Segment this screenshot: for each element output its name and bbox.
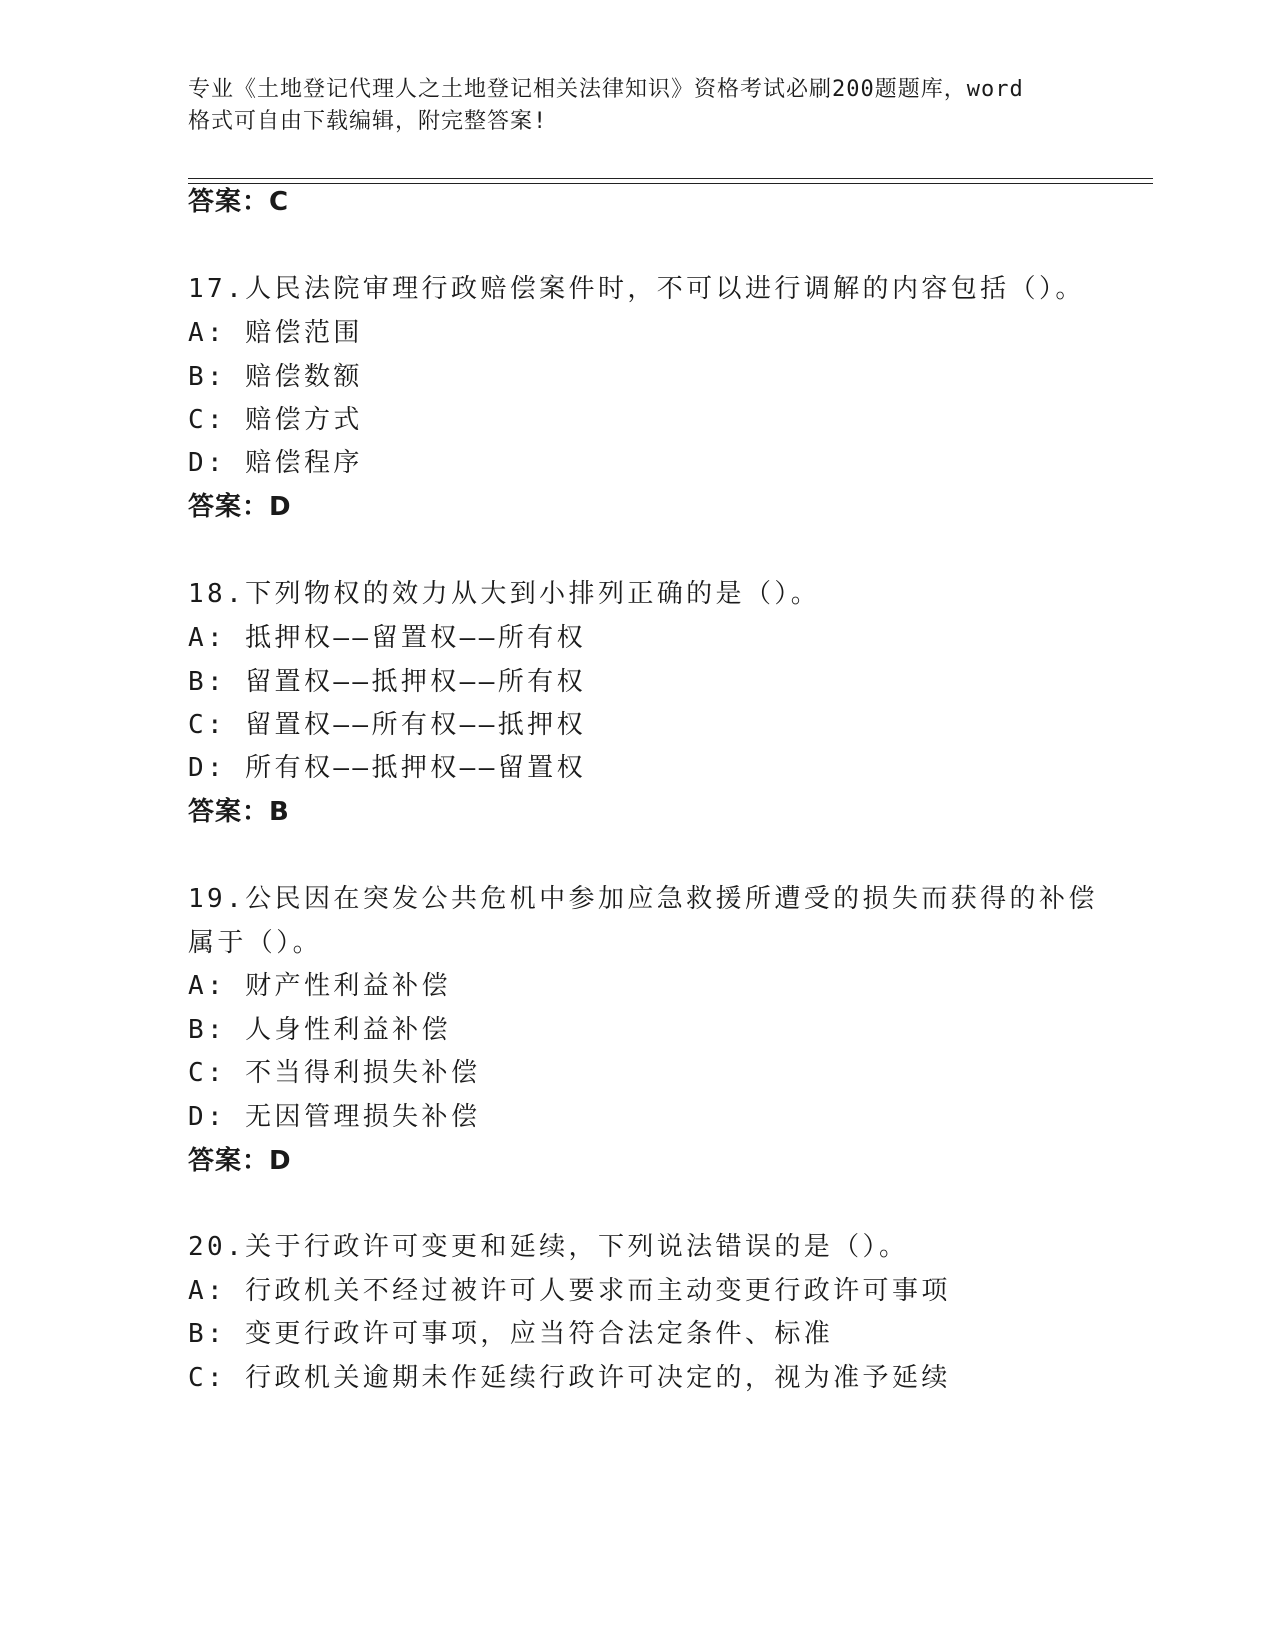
question-19-option-a: A: 财产性利益补偿	[188, 971, 451, 1001]
header-line-1: 专业《土地登记代理人之土地登记相关法律知识》资格考试必刷200题题库，word	[188, 77, 1024, 102]
question-19-option-b: B: 人身性利益补偿	[188, 1015, 451, 1045]
question-17-option-b: B: 赔偿数额	[188, 362, 363, 392]
question-19-option-c: C: 不当得利损失补偿	[188, 1058, 481, 1088]
question-18-text: 18.下列物权的效力从大到小排列正确的是（）。	[188, 579, 821, 609]
question-20-option-a: A: 行政机关不经过被许可人要求而主动变更行政许可事项	[188, 1276, 951, 1306]
question-17-answer: 答案：D	[188, 492, 292, 522]
question-18-option-b: B: 留置权——抵押权——所有权	[188, 667, 586, 697]
question-19-text-line-1: 19.公民因在突发公共危机中参加应急救援所遭受的损失而获得的补偿	[188, 884, 1098, 914]
question-18-answer: 答案：B	[188, 797, 290, 827]
question-17-option-a: A: 赔偿范围	[188, 318, 363, 348]
header-line-2: 格式可自由下载编辑，附完整答案!	[188, 109, 548, 134]
header-divider-top	[188, 178, 1153, 179]
question-17-text: 17.人民法院审理行政赔偿案件时，不可以进行调解的内容包括（）。	[188, 274, 1085, 304]
question-20-option-c: C: 行政机关逾期未作延续行政许可决定的，视为准予延续	[188, 1363, 951, 1393]
document-header	[188, 74, 1088, 138]
header-divider-bottom	[188, 183, 1153, 184]
question-18-option-a: A: 抵押权——留置权——所有权	[188, 623, 586, 653]
question-17-option-d: D: 赔偿程序	[188, 448, 363, 478]
question-19-text-line-2: 属于（）。	[188, 928, 323, 958]
question-18-option-d: D: 所有权——抵押权——留置权	[188, 753, 586, 783]
question-17-option-c: C: 赔偿方式	[188, 405, 363, 435]
question-19-answer: 答案：D	[188, 1146, 292, 1176]
question-18-option-c: C: 留置权——所有权——抵押权	[188, 710, 586, 740]
question-20-option-b: B: 变更行政许可事项，应当符合法定条件、标准	[188, 1319, 834, 1349]
question-20-text: 20.关于行政许可变更和延续，下列说法错误的是（）。	[188, 1232, 909, 1262]
question-19-option-d: D: 无因管理损失补偿	[188, 1102, 481, 1132]
previous-answer: 答案：C	[188, 187, 290, 217]
